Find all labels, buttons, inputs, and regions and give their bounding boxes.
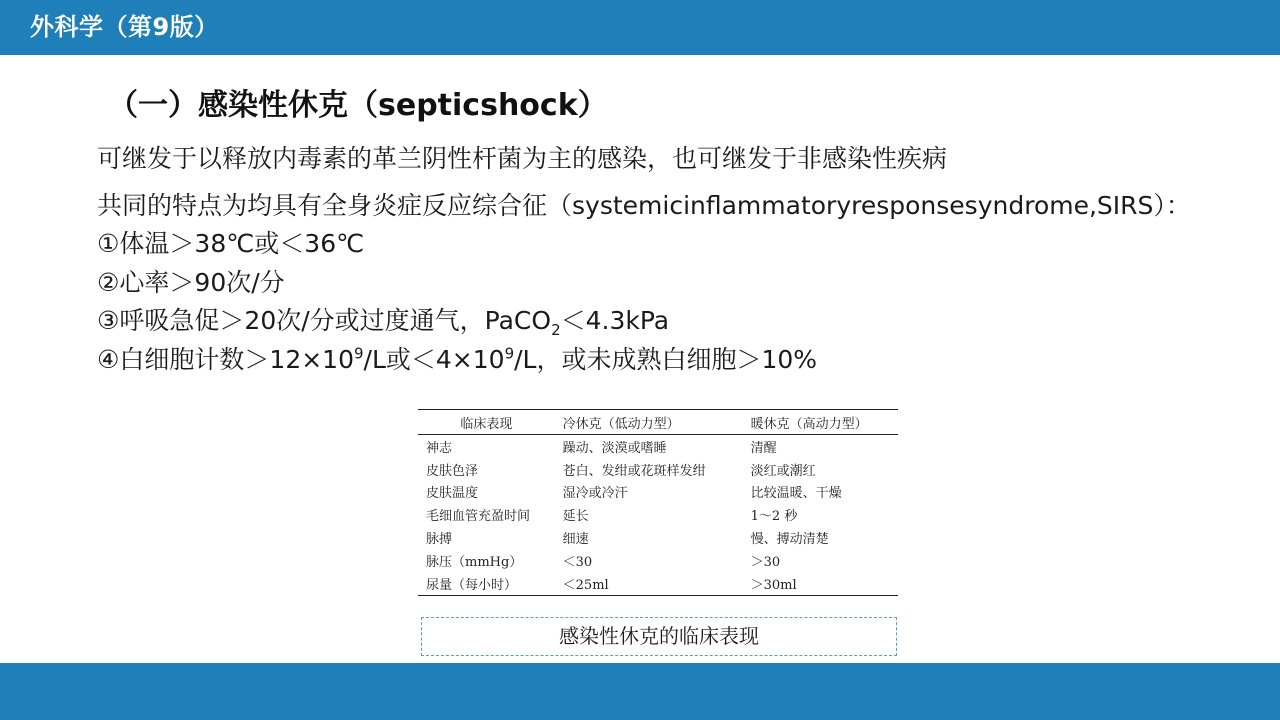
header-title: 外科学（第9版） xyxy=(30,13,219,41)
table-cell: 1～2 秒 xyxy=(750,509,798,525)
table-header-cell: 暖休克（高动力型） xyxy=(743,410,898,435)
footer-bar xyxy=(0,663,1280,720)
table-cell: ＜30 xyxy=(562,554,593,570)
body-line-1: 可继发于以释放内毒素的革兰阴性杆菌为主的感染，也可继发于非感染性疾病 xyxy=(97,144,948,173)
table-cell: 脉搏 xyxy=(426,532,453,548)
header-bar xyxy=(0,0,1280,55)
table-cell: 细速 xyxy=(562,532,589,548)
table-header-cell: 临床表现 xyxy=(418,410,555,435)
wbc-exponent-1: 9 xyxy=(353,344,364,363)
table-caption: 感染性休克的临床表现 xyxy=(421,617,897,656)
table-header-row xyxy=(418,410,898,435)
table-cell: 皮肤色泽 xyxy=(426,463,479,479)
table-cell: 尿量（每小时） xyxy=(418,572,555,595)
paco2-subscript: 2 xyxy=(551,321,561,339)
table-cell: ＜25ml xyxy=(555,572,743,595)
criterion-respiration xyxy=(97,304,669,338)
table-cell: 湿冷或冷汗 xyxy=(562,486,628,502)
criterion-respiration-threshold: ＜4.3kPa xyxy=(560,306,670,335)
criterion-wbc-text-c: /L，或未成熟白细胞＞10% xyxy=(514,345,818,374)
table-cell: ＞30 xyxy=(750,554,781,570)
table-header-cell: 冷休克（低动力型） xyxy=(555,410,743,435)
wbc-exponent-2: 9 xyxy=(504,344,515,363)
table-row xyxy=(418,503,898,526)
table-cell: 苍白、发绀或花斑样发绀 xyxy=(562,463,706,479)
criterion-temperature: ①体温＞38℃或＜36℃ xyxy=(97,229,365,258)
table-cell: 淡红或潮红 xyxy=(750,463,816,479)
table-row xyxy=(418,458,898,481)
table-cell: 皮肤温度 xyxy=(426,486,479,502)
table-row xyxy=(418,481,898,504)
table-cell: 脉压（mmHg） xyxy=(426,554,523,570)
table-cell: 延长 xyxy=(562,509,589,525)
clinical-table xyxy=(418,409,898,596)
table-cell: 躁动、淡漠或嗜睡 xyxy=(562,440,667,456)
body-line-2: 共同的特点为均具有全身炎症反应综合征（systemicinflammatoryresponsesyndrome,SIRS）： xyxy=(97,191,1191,220)
table-cell: 毛细血管充盈时间 xyxy=(426,509,531,525)
table-cell: ＞30ml xyxy=(743,572,898,595)
criterion-wbc xyxy=(97,343,817,377)
table-cell: 比较温暖、干燥 xyxy=(750,486,842,502)
table-row xyxy=(418,549,898,572)
criterion-wbc-text-b: /L或＜4×10 xyxy=(363,345,505,374)
table-cell: 慢、搏动清楚 xyxy=(750,532,829,548)
criterion-respiration-text: ③呼吸急促＞20次/分或过度通气，PaCO xyxy=(97,306,552,335)
criterion-wbc-text-a: ④白细胞计数＞12×10 xyxy=(97,345,354,374)
table-row xyxy=(418,435,898,458)
section-title: （一）感染性休克（septicshock） xyxy=(108,88,608,123)
clinical-table-figure xyxy=(418,409,898,596)
table-cell: 神志 xyxy=(426,440,453,456)
table-row xyxy=(418,572,898,595)
criterion-heart-rate: ②心率＞90次/分 xyxy=(97,268,285,297)
table-row xyxy=(418,526,898,549)
table-cell: 清醒 xyxy=(750,440,777,456)
